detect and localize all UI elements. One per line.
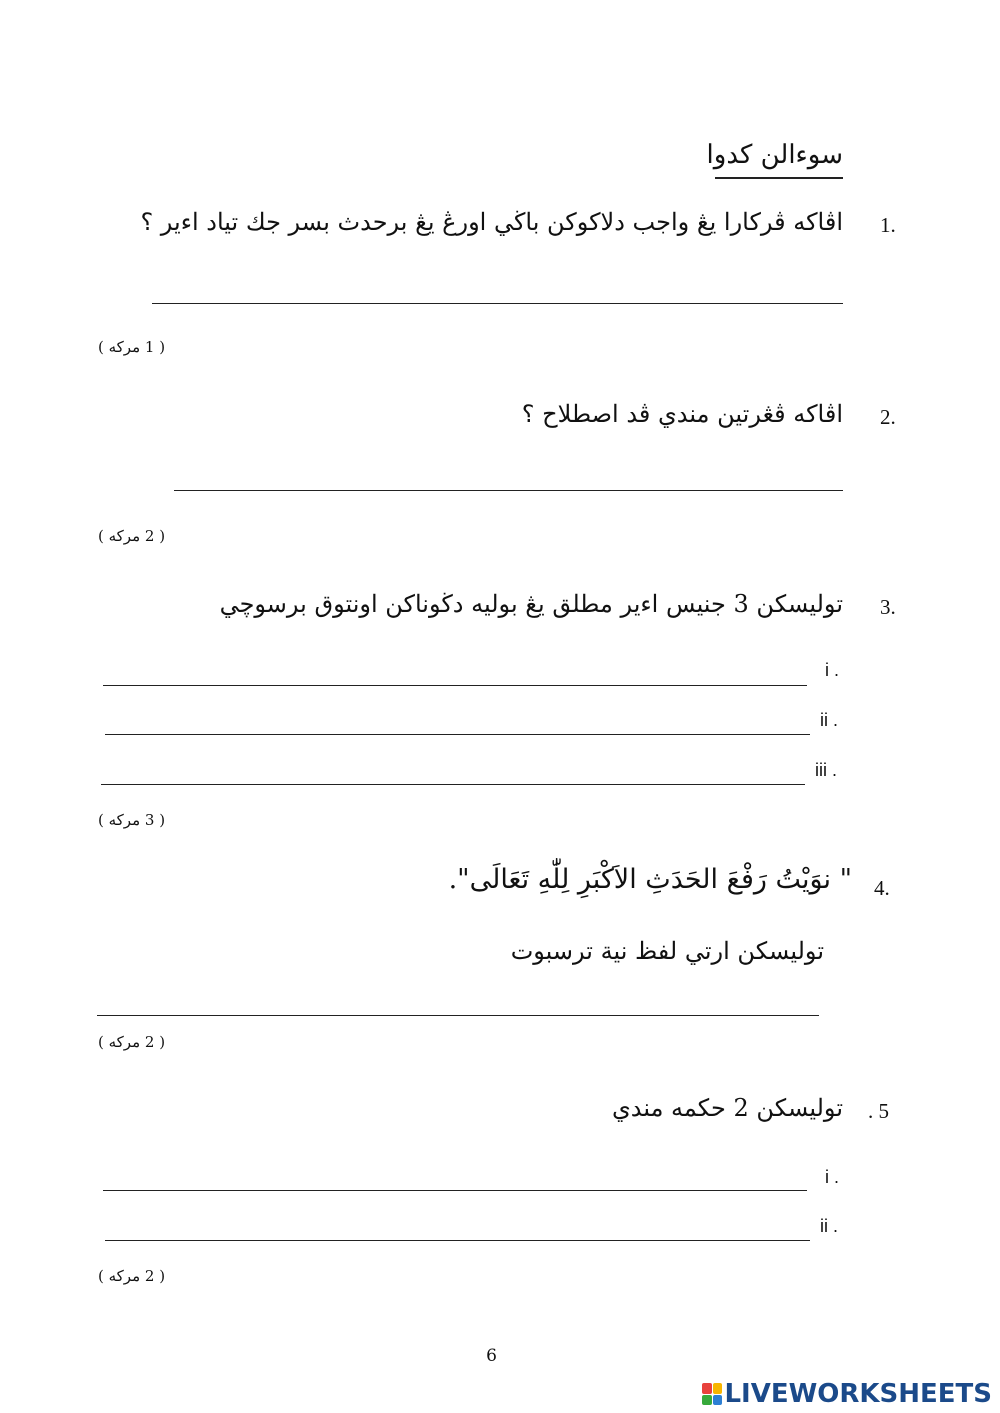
sub-label-3-iii: iii . [815, 760, 837, 780]
answer-line-3-ii[interactable] [105, 734, 810, 735]
question-2-text: اڤاكه ڤڠرتين مندي ڤد اصطلاح ؟ [521, 400, 843, 428]
question-5-marks: ( 2 مركه ) [98, 1267, 166, 1285]
question-2-marks: ( 2 مركه ) [98, 527, 166, 545]
answer-line-3-iii[interactable] [101, 784, 805, 785]
answer-line-5-i[interactable] [103, 1190, 807, 1191]
question-5-number: . 5 [868, 1099, 889, 1123]
liveworksheets-logo-icon [702, 1383, 722, 1405]
question-4-subtext: توليسكن ارتي لفظ نية ترسبوت [510, 937, 824, 965]
answer-line-4[interactable] [97, 1015, 819, 1016]
question-4-marks: ( 2 مركه ) [98, 1033, 166, 1051]
question-1-number: 1. [880, 213, 896, 237]
title-underline [715, 177, 843, 179]
question-1-marks: ( 1 مركه ) [98, 338, 166, 356]
answer-line-2[interactable] [174, 490, 843, 491]
question-1-text: اڤاكه ڤركارا يڠ واجب دلاكوكن باڬي اورڠ يڠ برحدث بسر جك تياد اءير ؟ [140, 208, 843, 236]
question-3-number: 3. [880, 595, 896, 619]
question-3-marks: ( 3 مركه ) [98, 811, 166, 829]
question-4-number: 4. [874, 876, 890, 900]
sub-label-3-ii: ii . [820, 710, 838, 730]
answer-line-1[interactable] [152, 303, 843, 304]
sub-label-5-ii: ii . [820, 1216, 838, 1236]
question-3-text: توليسكن 3 جنيس اءير مطلق يڠ بوليه دڬوناكن اونتوق برسوچي [219, 590, 843, 618]
question-2-number: 2. [880, 405, 896, 429]
sub-label-3-i: i . [825, 660, 840, 680]
answer-line-5-ii[interactable] [105, 1240, 810, 1241]
page-number: 6 [486, 1346, 497, 1366]
liveworksheets-logo[interactable] [702, 1380, 992, 1408]
liveworksheets-logo-text: LIVEWORKSHEETS [724, 1379, 992, 1409]
answer-line-3-i[interactable] [103, 685, 807, 686]
question-4-text: " نوَيْتُ رَفْعَ الحَدَثِ الاَكْبَرِ لِلّٰهِ تَعَالَى". [448, 864, 852, 895]
sub-label-5-i: i . [825, 1167, 840, 1187]
question-5-text: توليسكن 2 حكمه مندي [611, 1094, 843, 1122]
section-title: سوءالن كدوا [706, 140, 843, 170]
